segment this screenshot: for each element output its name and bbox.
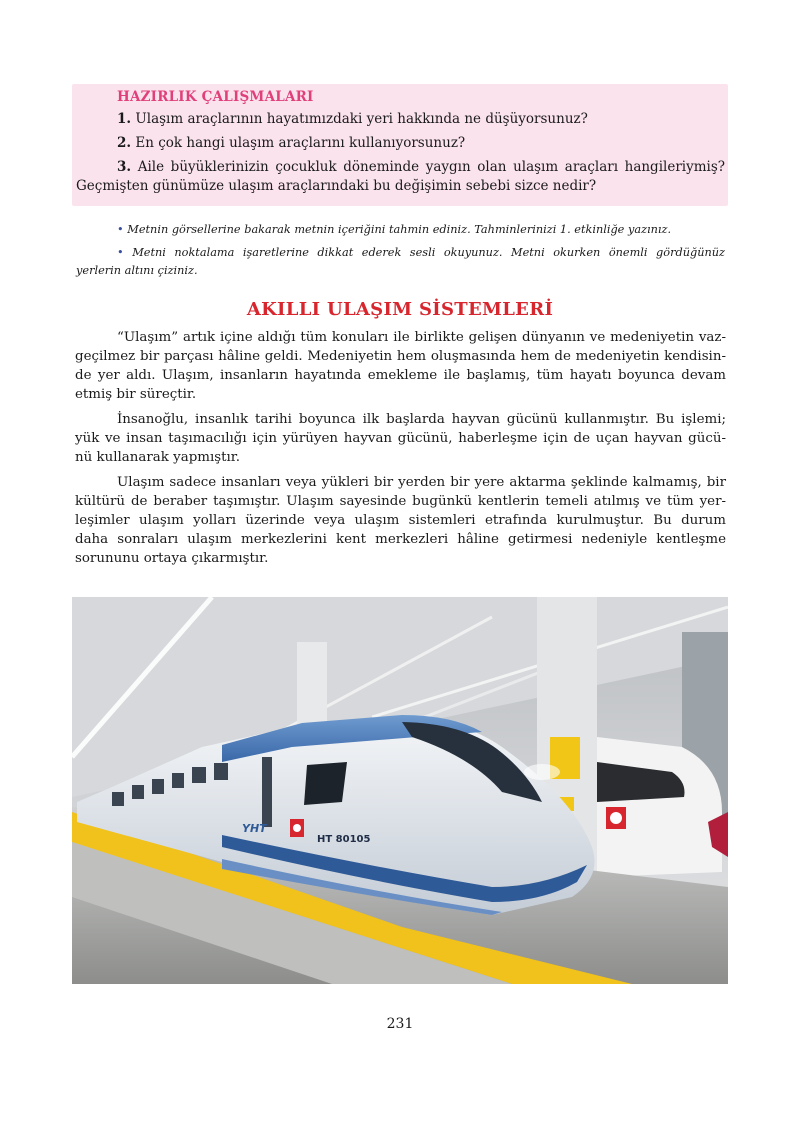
text-line: daha sonraları ulaşım merkezlerini kent merkezleri hâline getirmesi nedeniyle kentleşme: [75, 532, 726, 547]
question-1: [117, 110, 588, 128]
page-number: 231: [386, 1016, 414, 1032]
article-title: AKILLI ULAŞIM SİSTEMLERİ: [246, 299, 554, 320]
text-line: etmiş bir süreçtir.: [75, 387, 197, 402]
instruction-note-2: [117, 244, 725, 261]
preparation-title: HAZIRLIK ÇALIŞMALARI: [117, 89, 314, 105]
question-text: Aile büyüklerinizin çocukluk döneminde yaygın olan ulaşım araçları hangileriymiş?: [137, 159, 726, 175]
instruction-note-1: [117, 221, 671, 238]
question-text: Ulaşım araçlarının hayatımızdaki yeri hakkında ne düşüyorsunuz?: [135, 111, 588, 127]
text-line: kültürü de beraber taşımıştır. Ulaşım sayesinde bugünkü kentlerin temeli atılmış ve tüm yer-: [75, 494, 726, 509]
text-line: İnsanoğlu, insanlık tarihi boyunca ilk başlarda hayvan gücünü kullanmıştır. Bu işlemi;: [117, 412, 726, 427]
paragraph-2: [75, 410, 726, 467]
question-number: 2.: [117, 135, 132, 151]
bullet-icon: •: [117, 246, 124, 259]
train-station-photo: [72, 597, 728, 984]
train-number: HT 80105: [317, 834, 371, 845]
text-line: de yer aldı. Ulaşım, insanların hayatında emekleme ile başlamış, tüm hayatı boyunca devam: [75, 368, 726, 383]
question-number: 3.: [117, 159, 132, 175]
question-number: 1.: [117, 111, 132, 127]
question-3-continued: Geçmişten günümüze ulaşım araçlarındaki bu değişimin sebebi sizce nedir?: [76, 178, 597, 194]
train-logo: YHT: [242, 822, 267, 835]
paragraph-1: [75, 328, 726, 404]
note-text: Metnin görsellerine bakarak metnin içeriğini tahmin ediniz. Tahminlerinizi 1. etkinliğe yazınız.: [127, 223, 672, 236]
paragraph-3: [75, 473, 726, 568]
question-text: En çok hangi ulaşım araçlarını kullanıyorsunuz?: [135, 135, 466, 151]
text-line: yük ve insan taşımacılığı için yürüyen hayvan gücünü, haberleşme için de uçan hayvan gücü-: [75, 431, 726, 446]
text-line: leşimler ulaşım yolları üzerinde veya ulaşım sistemleri etrafında kurulmuştur. Bu durum: [75, 513, 726, 528]
text-line: sorununu ortaya çıkarmıştır.: [75, 551, 269, 566]
text-line: geçilmez bir parçası hâline geldi. Medeniyetin hem oluşmasında hem de medeniyetin kendisin-: [75, 349, 726, 364]
question-3: [117, 158, 725, 176]
text-line: nü kullanarak yapmıştır.: [75, 450, 240, 465]
bullet-icon: •: [117, 223, 124, 236]
text-line: Ulaşım sadece insanları veya yükleri bir yerden bir yere aktarma şeklinde kalmamış, bir: [117, 475, 726, 490]
text-line: “Ulaşım” artık içine aldığı tüm konuları ile birlikte gelişen dünyanın ve medeniyetin vaz-: [117, 330, 726, 345]
note-text: Metni noktalama işaretlerine dikkat ederek sesli okuyunuz. Metni okurken önemli gördüğünüz: [132, 246, 725, 259]
instruction-note-2-continued: yerlerin altını çiziniz.: [76, 264, 198, 277]
question-2: [117, 134, 465, 152]
